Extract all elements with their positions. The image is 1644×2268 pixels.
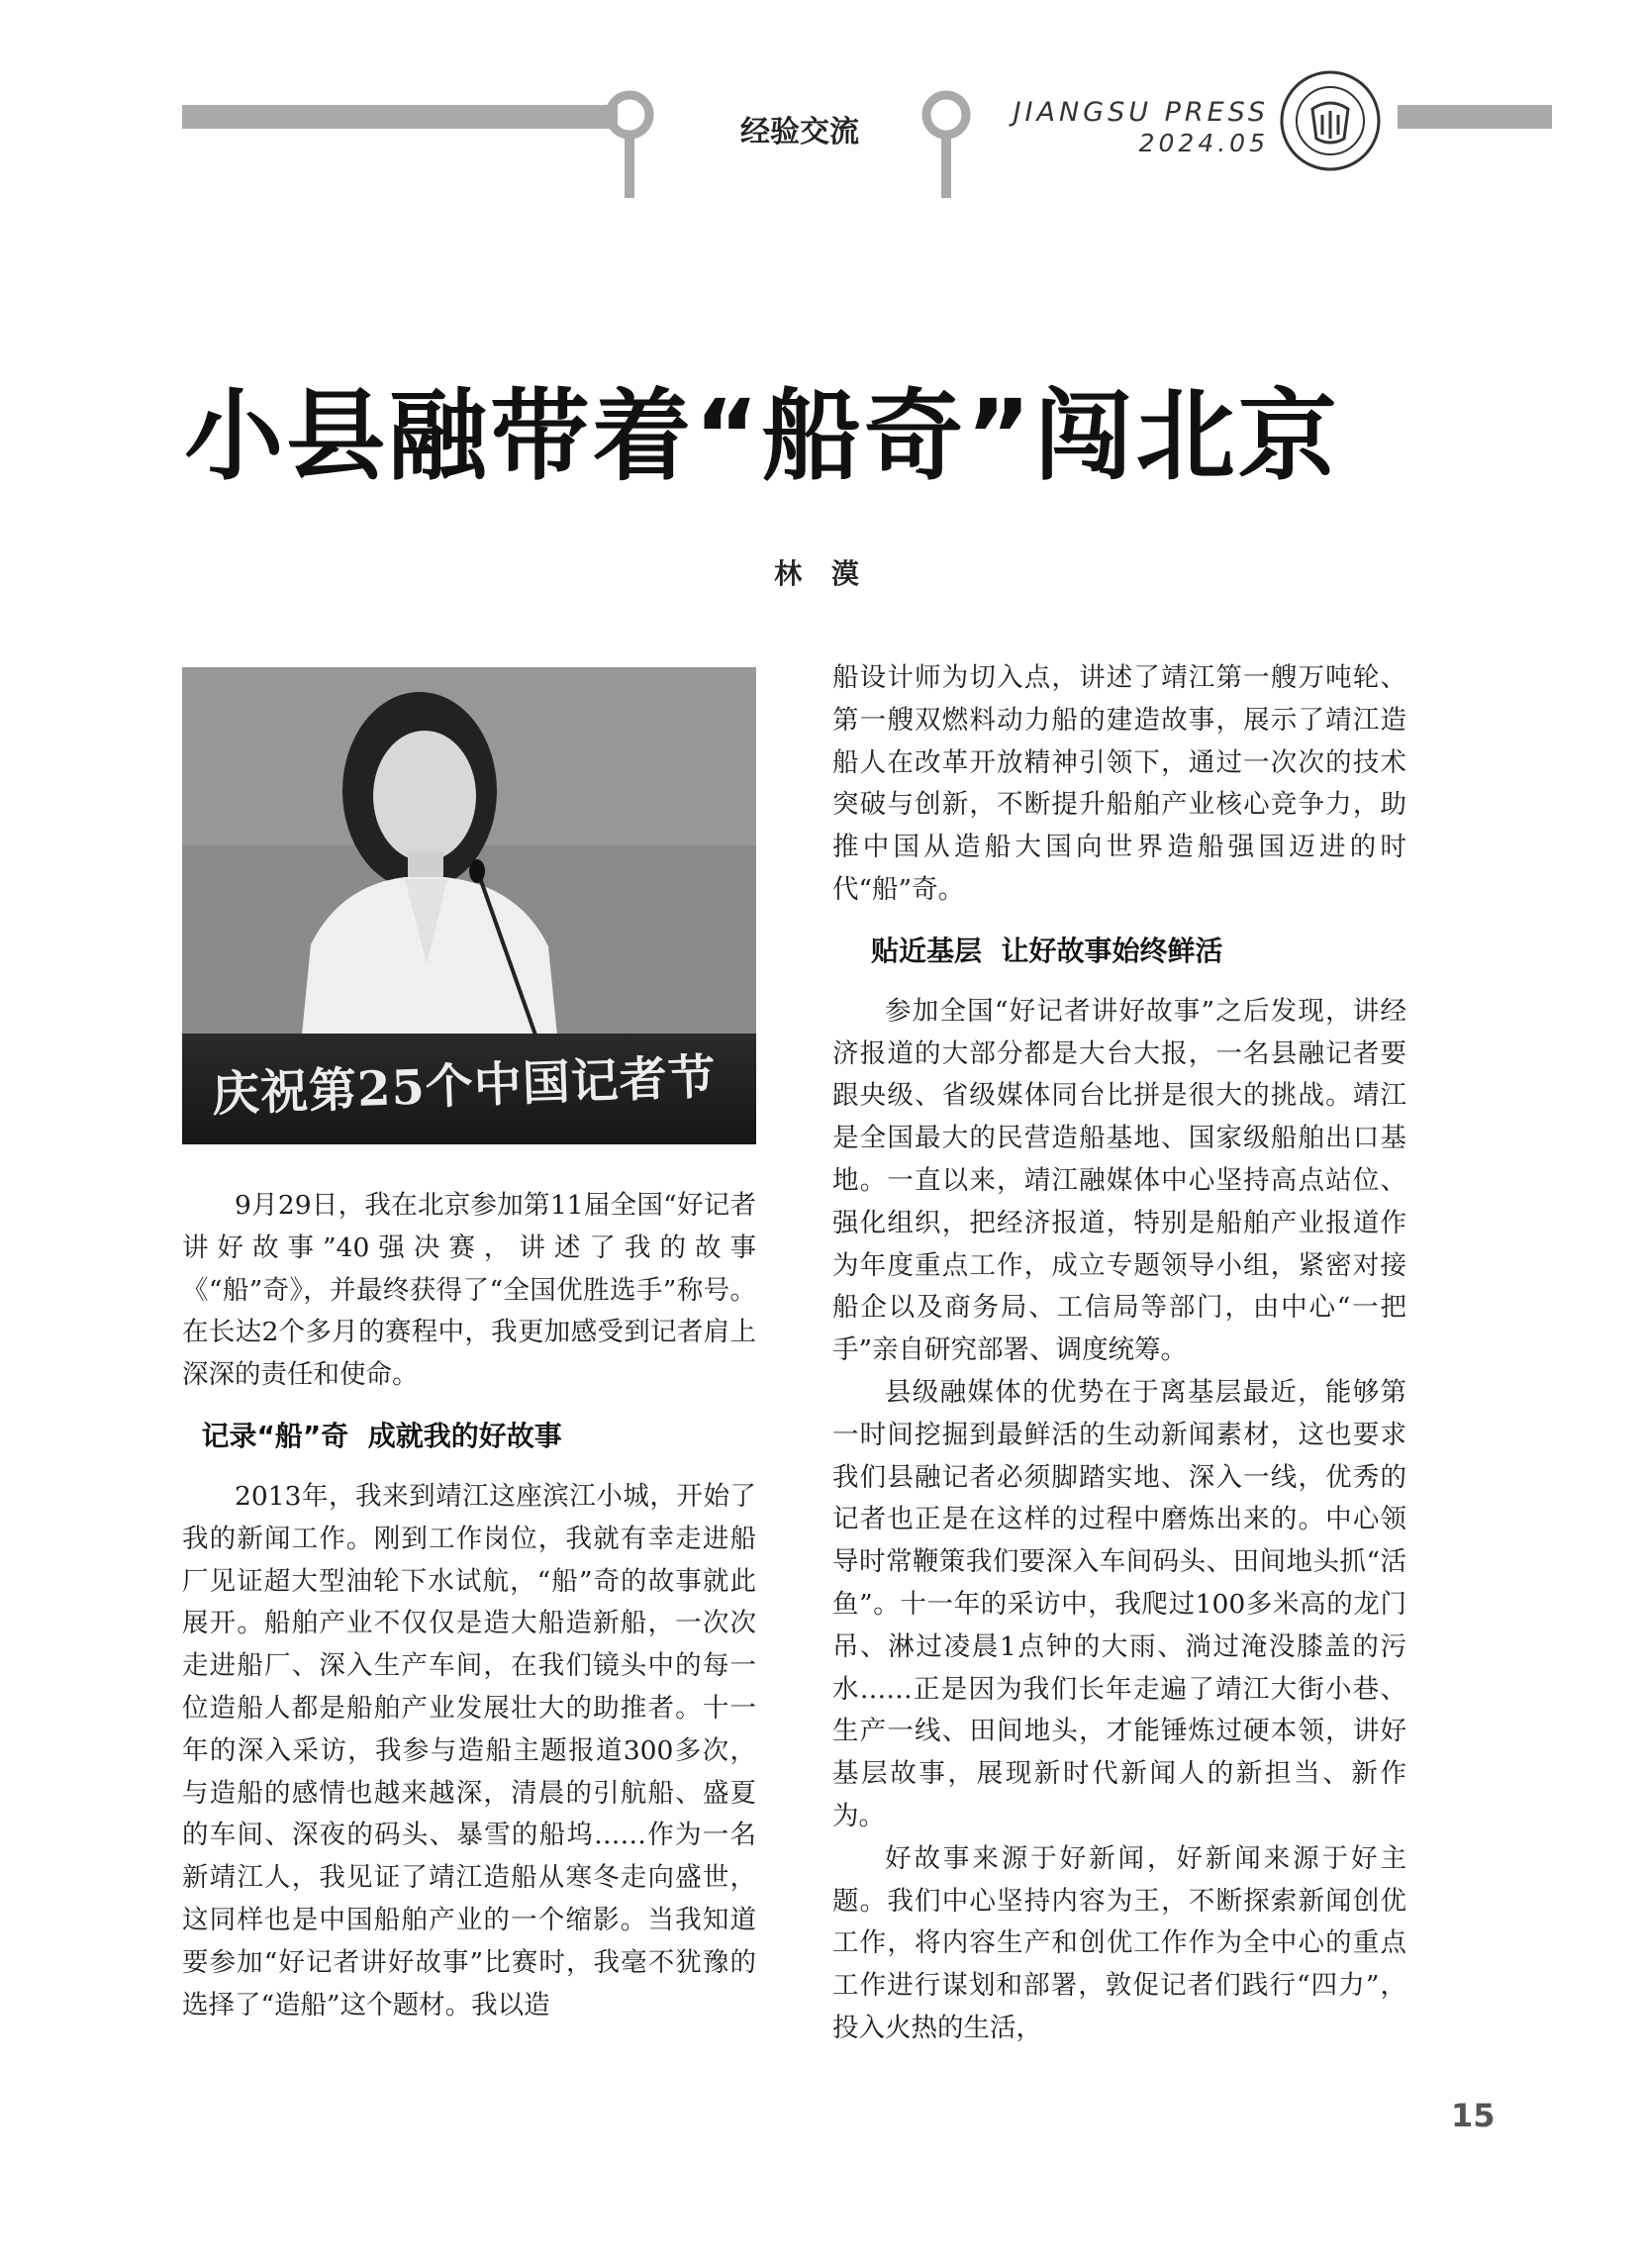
article-photo (182, 667, 756, 1144)
podium-banner (182, 1034, 756, 1144)
body-paragraph: 县级融媒体的优势在于离基层最近，能够第一时间挖掘到最鲜活的生动新闻素材，这也要求我们县融记者必须脚踏实地、深入一线，优秀的记者也正是在这样的过程中磨炼出来的。中心领导时常鞭策我们要深入车间码头、田间地头抓“活鱼”。十一年的采访中，我爬过100多米高的龙门吊、淋过凌晨1点钟的大雨、淌过淹没膝盖的污水……正是因为我们长年走遍了靖江大街小巷、生产一线、田间地头，才能锤炼过硬本领，讲好基层故事，展现新时代新闻人的新担当、新作为。 (832, 1376, 1406, 1831)
left-column (182, 1185, 756, 2026)
publication-name: JIANGSU PRESS (1013, 97, 1269, 128)
right-column (832, 657, 1406, 2050)
section-heading: 记录“船”奇 成就我的好故事 (182, 1419, 562, 1452)
article-author: 林 漠 (774, 557, 869, 590)
podium-banner-text: 庆祝第25个中国记者节 (211, 1049, 718, 1123)
issue-date: 2024.05 (1138, 129, 1269, 157)
section-heading: 贴近基层 让好故事始终鲜活 (832, 934, 1223, 967)
body-paragraph: 好故事来源于好新闻，好新闻来源于好主题。我们中心坚持内容为王，不断探索新闻创优工作，将内容生产和创优工作作为全中心的重点工作进行谋划和部署，敦促记者们践行“四力”，投入火热的生活， (832, 1842, 1406, 2043)
association-seal-logo (1279, 69, 1382, 172)
header-bar-left (182, 105, 618, 129)
header-bar-right (1398, 105, 1552, 129)
pin-icon (920, 89, 972, 198)
pin-icon (604, 89, 655, 198)
body-paragraph: 船设计师为切入点，讲述了靖江第一艘万吨轮、第一艘双燃料动力船的建造故事，展示了靖江造船人在改革开放精神引领下，通过一次次的技术突破与创新，不断提升船舶产业核心竞争力，助推中国从造船大国向世界造船强国迈进的时代“船”奇。 (832, 662, 1406, 905)
page-number: 15 (1451, 2097, 1496, 2134)
section-label: 经验交流 (740, 115, 859, 149)
article-title: 小县融带着“船奇”闯北京 (184, 378, 1340, 494)
body-paragraph: 9月29日，我在北京参加第11届全国“好记者讲好故事”40强决赛，讲述了我的故事《“船”奇》，并最终获得了“全国优胜选手”称号。在长达2个多月的赛程中，我更加感受到记者肩上深深的责任和使命。 (182, 1190, 756, 1391)
body-paragraph: 参加全国“好记者讲好故事”之后发现，讲经济报道的大部分都是大台大报，一名县融记者要跟央级、省级媒体同台比拼是很大的挑战。靖江是全国最大的民营造船基地、国家级船舶出口基地。一直以来，靖江融媒体中心坚持高点站位、强化组织，把经济报道，特别是船舶产业报道作为年度重点工作，成立专题领导小组，紧密对接船企以及商务局、工信局等部门，由中心“一把手”亲自研究部署、调度统筹。 (832, 995, 1406, 1366)
body-paragraph: 2013年，我来到靖江这座滨江小城，开始了我的新闻工作。刚到工作岗位，我就有幸走进船厂见证超大型油轮下水试航，“船”奇的故事就此展开。船舶产业不仅仅是造大船造新船，一次次走进船厂、深入生产车间，在我们镜头中的每一位造船人都是船舶产业发展壮大的助推者。十一年的深入采访，我参与造船主题报道300多次，与造船的感情也越来越深，清晨的引航船、盛夏的车间、深夜的码头、暴雪的船坞……作为一名新靖江人，我见证了靖江造船从寒冬走向盛世，这同样也是中国船舶产业的一个缩影。当我知道要参加“好记者讲好故事”比赛时，我毫不犹豫的选择了“造船”这个题材。我以造 (182, 1480, 756, 2021)
